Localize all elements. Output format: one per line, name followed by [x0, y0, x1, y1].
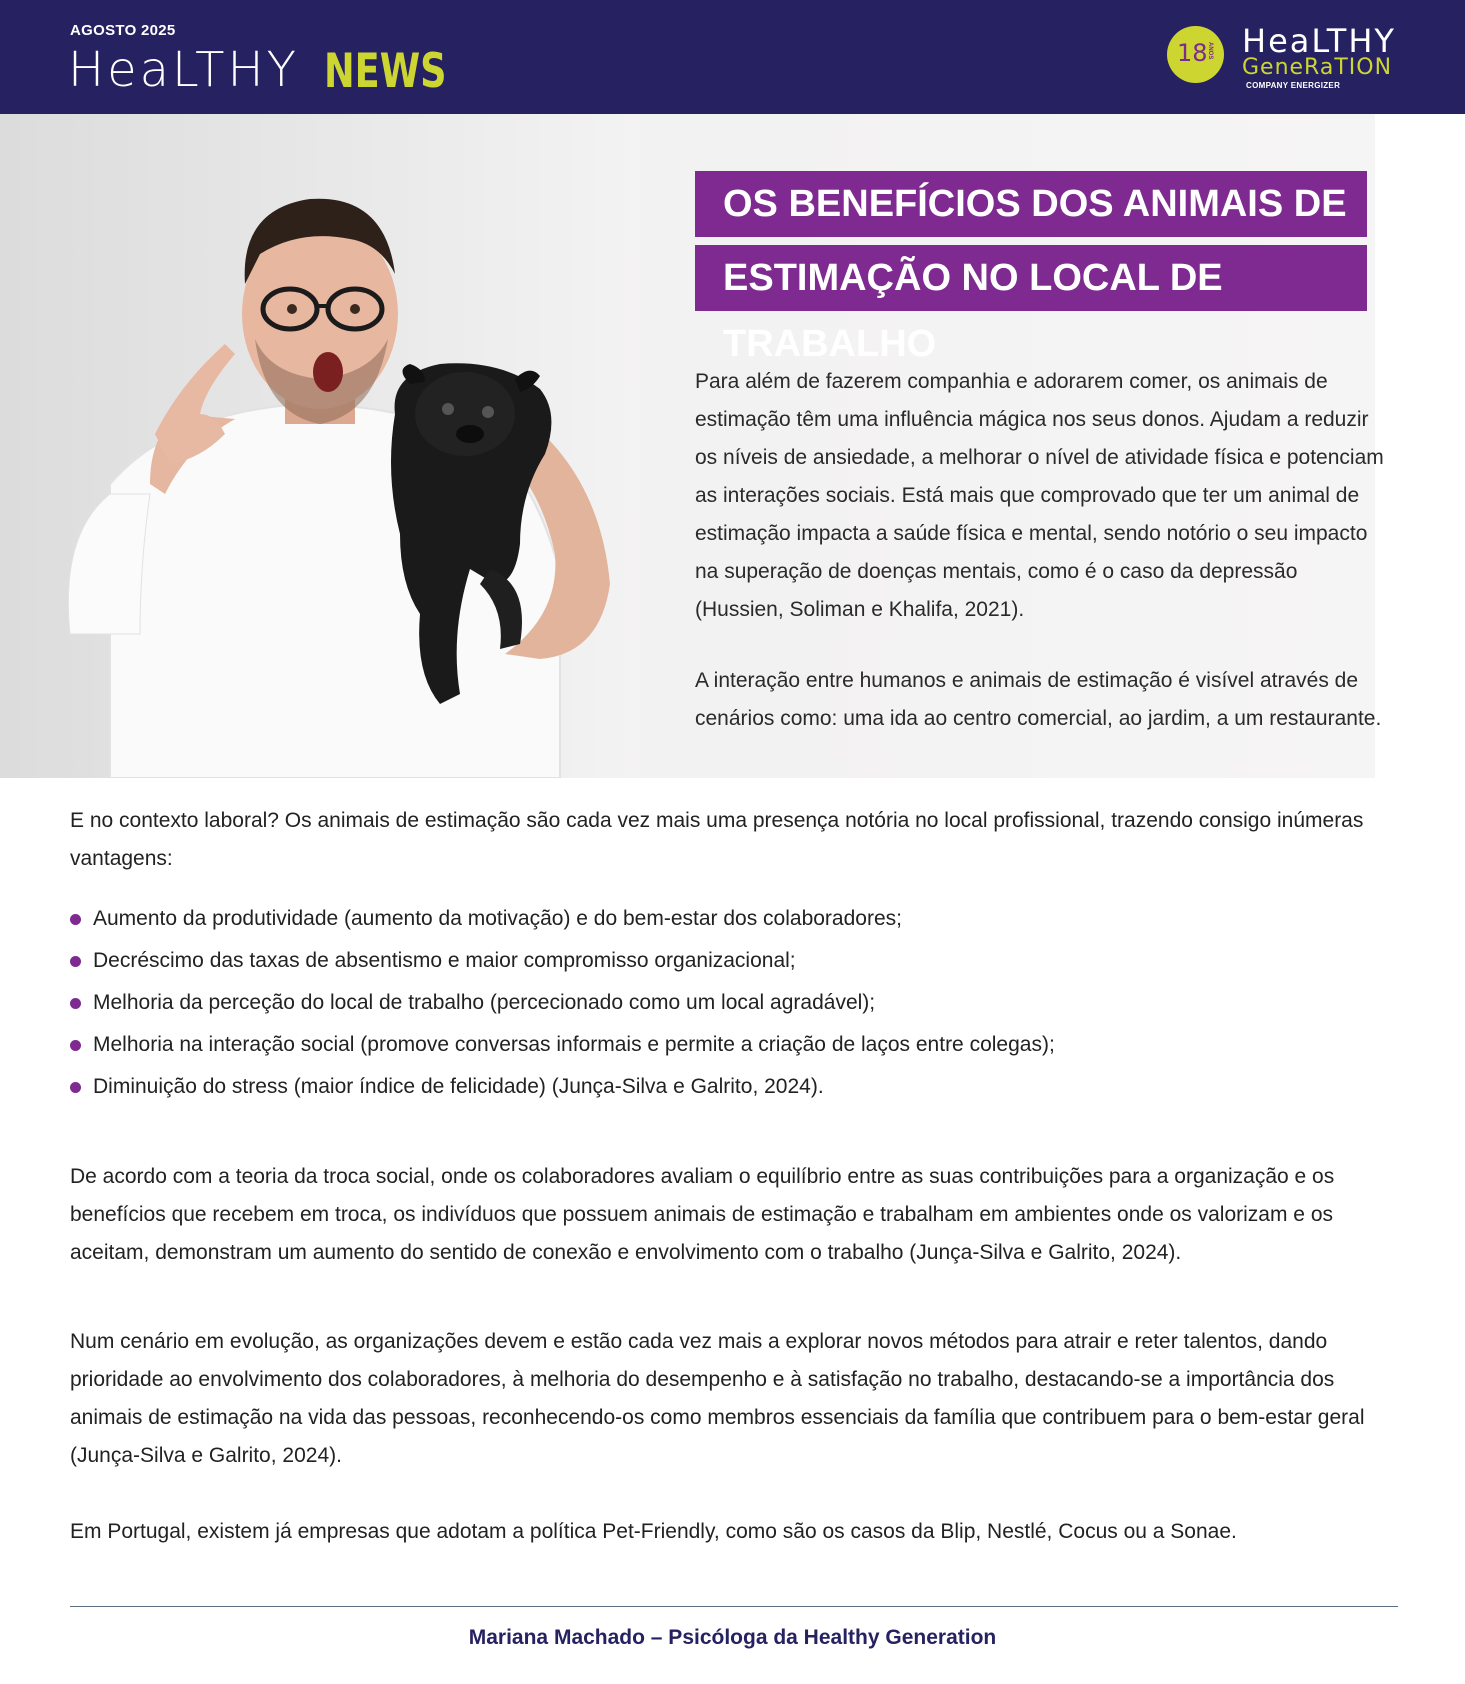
- article-title-line-2: ESTIMAÇÃO NO LOCAL DE TRABALHO: [695, 245, 1367, 311]
- brand-tagline: COMPANY ENERGIZER: [1246, 81, 1341, 90]
- social-exchange-paragraph: De acordo com a teoria da troca social, onde os colaboradores avaliam o equilíbrio entre as suas contribuições para a organização e os benefícios que recebem em troca, os indivíduos que possuem animais de estimação e trabalham em ambientes onde os valorizam e os aceitam, demonstram um aumento do sentido de conexão e envolvimento com o trabalho (Junça-Silva e Galrito, 2024).: [70, 1165, 1335, 1264]
- interaction-paragraph: A interação entre humanos e animais de estimação é visível através de cenários como: uma ida ao centro comercial, ao jardim, a um restaurante.: [695, 669, 1382, 730]
- newsletter-title-healthy: HeaLTHY: [68, 42, 299, 98]
- footer-divider: [70, 1606, 1398, 1607]
- bullet-dot-icon: [70, 956, 81, 967]
- list-item: [70, 982, 1395, 1024]
- evolution-paragraph: Num cenário em evolução, as organizações devem e estão cada vez mais a explorar novos métodos para atrair e reter talentos, dando prioridade ao envolvimento dos colaboradores, à melhoria do desempenho e à satisfação no trabalho, destacando-se a importância dos animais de estimação na vida das pessoas, reconhecendo-os como membros essenciais da família que contribuem para o bem-estar geral (Junça-Silva e Galrito, 2024).: [70, 1330, 1365, 1467]
- badge-number: 18: [1177, 39, 1208, 67]
- bullet-dot-icon: [70, 1040, 81, 1051]
- context-paragraph: E no contexto laboral? Os animais de estimação são cada vez mais uma presença notória no local profissional, trazendo consigo inúmeras vantagens:: [70, 809, 1364, 870]
- list-item: [70, 940, 1395, 982]
- benefits-list: [70, 898, 1395, 1108]
- list-item: [70, 1024, 1395, 1066]
- bullet-dot-icon: [70, 998, 81, 1009]
- benefit-text: Melhoria na interação social (promove conversas informais e permite a criação de laços entre colegas);: [93, 1033, 1055, 1056]
- man-with-pug-photo: [0, 114, 640, 778]
- anniversary-badge: [1167, 26, 1224, 83]
- benefit-text: Aumento da produtividade (aumento da motivação) e do bem-estar dos colaboradores;: [93, 907, 902, 930]
- issue-date: AGOSTO 2025: [70, 22, 176, 39]
- brand-logo-generation: GeneRaTION: [1242, 55, 1393, 80]
- article-title-line-1: OS BENEFÍCIOS DOS ANIMAIS DE: [695, 171, 1367, 237]
- bullet-dot-icon: [70, 914, 81, 925]
- author-credit: Mariana Machado – Psicóloga da Healthy Generation: [468, 1626, 997, 1649]
- newsletter-header: [0, 0, 1465, 114]
- benefit-text: Decréscimo das taxas de absentismo e maior compromisso organizacional;: [93, 949, 796, 972]
- benefit-text: Diminuição do stress (maior índice de felicidade) (Junça-Silva e Galrito, 2024).: [93, 1075, 824, 1098]
- portugal-paragraph: Em Portugal, existem já empresas que adotam a política Pet-Friendly, como são os casos da Blip, Nestlé, Cocus ou a Sonae.: [70, 1520, 1237, 1543]
- newsletter-title-news: NEWS: [324, 44, 447, 99]
- brand-logo-healthy: HeaLTHY: [1242, 22, 1396, 60]
- intro-paragraph: Para além de fazerem companhia e adorarem comer, os animais de estimação têm uma influência mágica nos seus donos. Ajudam a reduzir os níveis de ansiedade, a melhorar o nível de atividade física e potenciam as interações sociais. Está mais que comprovado que ter um animal de estimação impacta a saúde física e mental, sendo notório o seu impacto na superação de doenças mentais, como é o caso da depressão (Hussien, Soliman e Khalifa, 2021).: [695, 370, 1384, 621]
- benefit-text: Melhoria da perceção do local de trabalho (percecionado como um local agradável);: [93, 991, 876, 1014]
- bullet-dot-icon: [70, 1082, 81, 1093]
- badge-label: ANOS: [1207, 42, 1213, 60]
- hero-section: [0, 114, 1384, 778]
- list-item: [70, 898, 1395, 940]
- list-item: [70, 1066, 1395, 1108]
